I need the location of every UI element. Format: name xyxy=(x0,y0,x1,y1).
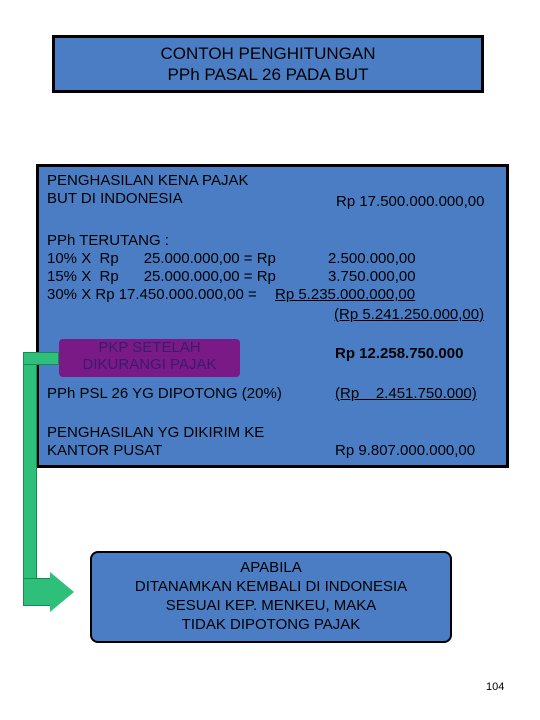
pkp-label-line-2: DIKURANGI PAJAK xyxy=(82,356,217,373)
title-line-1: CONTOH PENGHITUNGAN xyxy=(160,44,376,63)
sent-home-label-line-2: KANTOR PUSAT xyxy=(47,442,163,459)
page-number: 104 xyxy=(486,681,505,693)
flow-arrow-head-icon xyxy=(50,572,74,612)
tax-row-3-calc: 30% X Rp 17.450.000.000,00 = xyxy=(47,286,261,303)
note-line-4: TIDAK DIPOTONG PAJAK xyxy=(181,616,361,633)
tax-row-3-amount: Rp 5.235.000.000,00 xyxy=(275,286,416,303)
title-box xyxy=(52,35,484,93)
withheld-value: (Rp 2.451.750.000) xyxy=(335,385,477,402)
tax-row-2-amount: 3.750.000,00 xyxy=(328,268,416,285)
tax-row-2-calc: 15% X Rp 25.000.000,00 = Rp xyxy=(47,268,276,285)
title-line-2: PPh PASAL 26 PADA BUT xyxy=(167,65,369,84)
pkp-after-tax-value: Rp 12.258.750.000 xyxy=(335,345,464,362)
note-line-1: APABILA xyxy=(240,559,302,576)
note-line-2: DITANAMKAN KEMBALI DI INDONESIA xyxy=(134,578,408,595)
income-label-line-1: PENGHASILAN KENA PAJAK xyxy=(47,172,249,189)
tax-row-1-calc: 10% X Rp 25.000.000,00 = Rp xyxy=(47,250,276,267)
pkp-after-tax-label xyxy=(59,339,240,377)
reinvestment-note-box xyxy=(90,551,452,643)
income-label-line-2: BUT DI INDONESIA xyxy=(47,190,183,207)
flow-arrow-shaft xyxy=(23,352,37,584)
pkp-label-line-1: PKP SETELAH xyxy=(98,339,201,356)
flow-arrow-top-branch xyxy=(23,352,59,365)
note-line-3: SESUAI KEP. MENKEU, MAKA xyxy=(165,597,377,614)
tax-owed-heading: PPh TERUTANG : xyxy=(47,232,169,249)
flow-arrow-horizontal xyxy=(23,578,51,606)
sent-home-label-line-1: PENGHASILAN YG DIKIRIM KE xyxy=(47,424,265,441)
tax-owed-total: (Rp 5.241.250.000,00) xyxy=(334,306,485,323)
tax-row-1-amount: 2.500.000,00 xyxy=(328,250,416,267)
withheld-label: PPh PSL 26 YG DIPOTONG (20%) xyxy=(47,385,282,402)
income-value: Rp 17.500.000.000,00 xyxy=(336,193,485,210)
sent-home-value: Rp 9.807.000.000,00 xyxy=(335,442,476,459)
